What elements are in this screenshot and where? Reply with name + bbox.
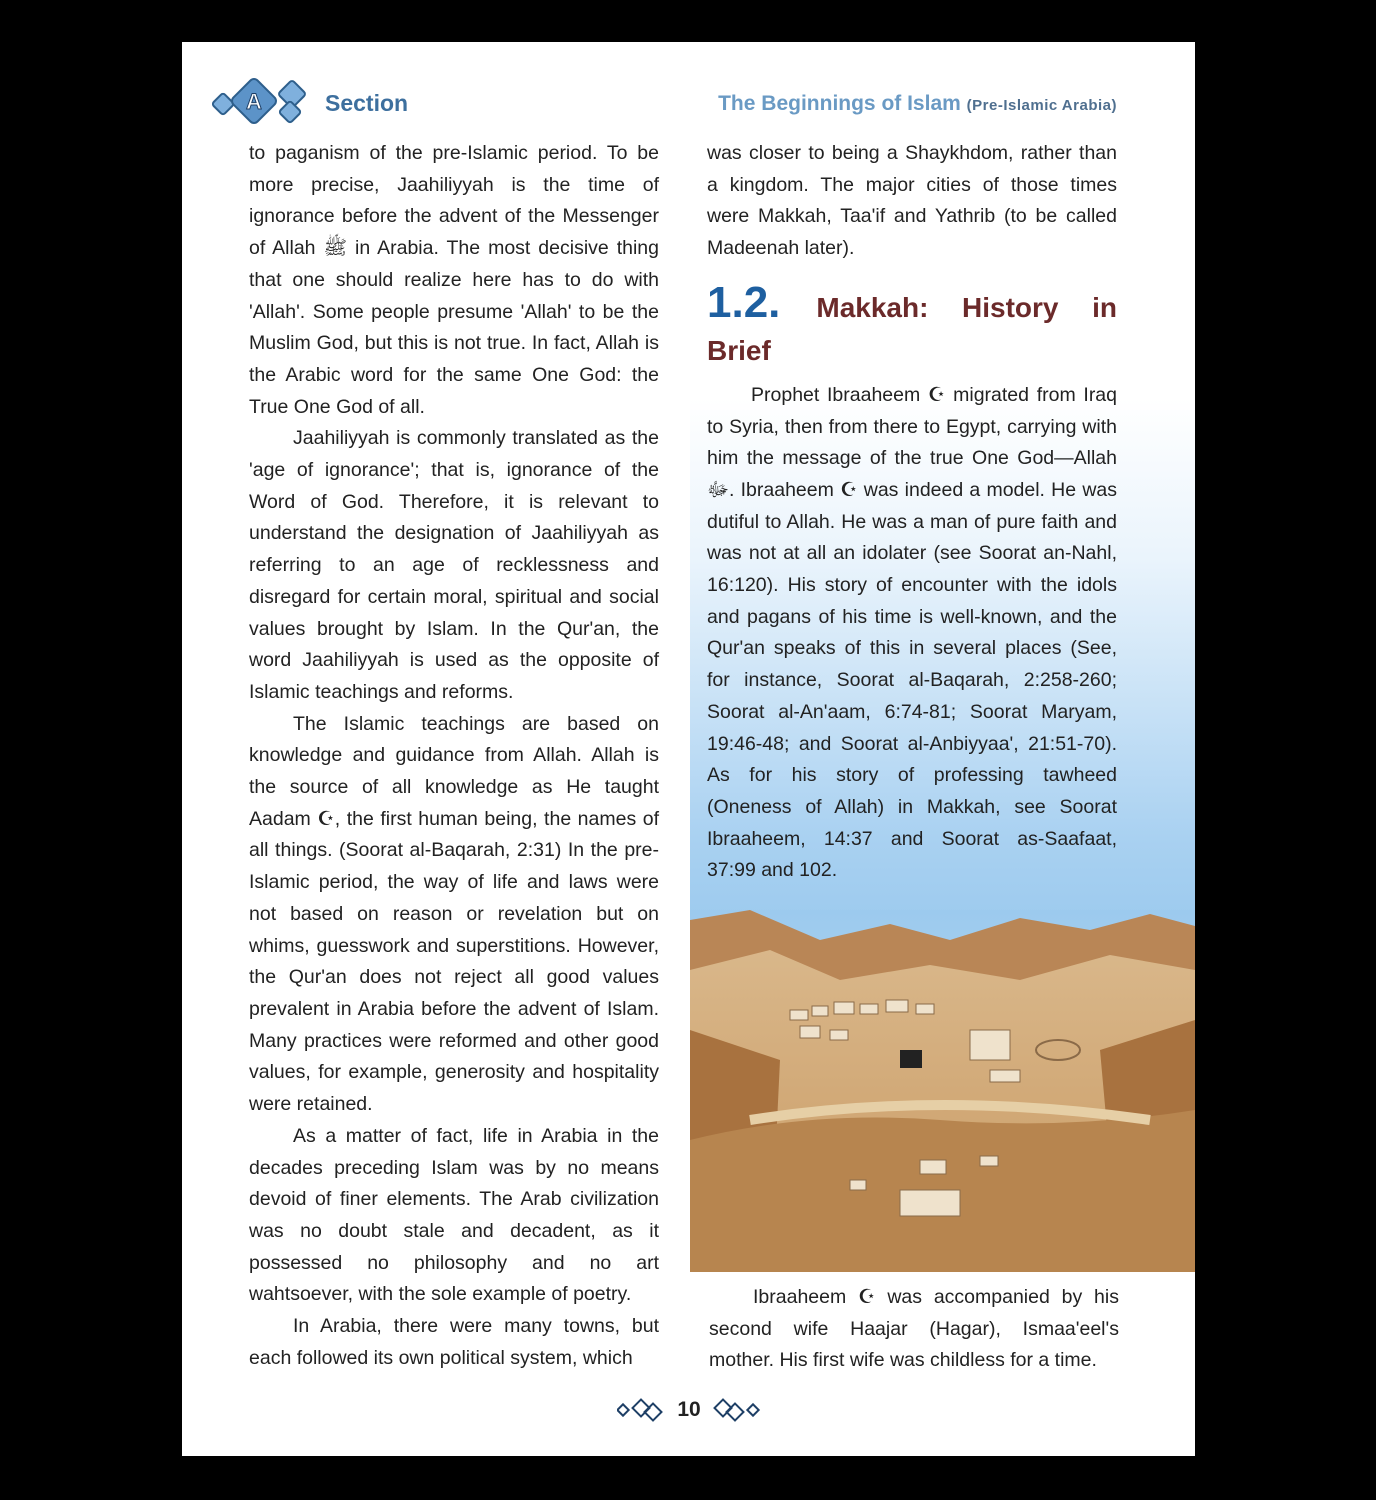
section-label: Section [325, 90, 409, 116]
ornament-right-icon [709, 1398, 761, 1422]
paragraph: Ibraaheem ☪ was accompanied by his second wife Haajar (Hagar), Ismaa'eel's mother. His first wife was childless for a time. [709, 1286, 1119, 1372]
paragraph: In Arabia, there were many towns, but each followed its own political system, which [249, 1315, 659, 1369]
section-letter: A [246, 89, 262, 114]
right-column [707, 138, 1117, 887]
book-page [182, 42, 1195, 1456]
section-heading [707, 277, 1117, 374]
section-heading-number: 1.2. [707, 277, 781, 327]
paragraph: to paganism of the pre-Islamic period. To be more precise, Jaahiliyyah is the time of ignorance before the advent of the Messenger of Allah ﷺ in Arabia. The most decisive thing that one should realize here has to do with 'Allah'. Some people presume 'Allah' to be the Muslim God, but this is not true. In fact, Allah is the Arabic word for the same One God: the True One God of all. [249, 142, 659, 418]
paragraph: Prophet Ibraaheem ☪ migrated from Iraq to Syria, then from there to Egypt, carrying with him the message of the true One God—Allah ﷻ. Ibraaheem ☪ was indeed a model. He was dutiful to Allah. He was a man of pure faith and was not at all an idolater (see Soorat an-Nahl, 16:120). His story of encounter with the idols and pagans of his time is well-known, and the Qur'an speaks of this in several places (See, for instance, Soorat al-Baqarah, 2:258-260; Soorat al-An'aam, 6:74-81; Soorat Maryam, 19:46-48; and Soorat al-Anbiyyaa', 21:51-70). As for his story of professing tawheed (Oneness of Allah) in Makkah, see Soorat Ibraaheem, 14:37 and Soorat as-Saafaat, 37:99 and 102. [707, 383, 1117, 882]
bottom-right-column [709, 1282, 1119, 1377]
chapter-title-main: The Beginnings of Islam [718, 92, 961, 115]
paragraph: Jaahiliyyah is commonly translated as the 'age of ignorance'; that is, ignorance of the Word of God. Therefore, it is relevant to understand the designation of Jaahiliyyah as referring to an age of recklessness and disregard for certain moral, spiritual and social values brought by Islam. In the Qur'an, the word Jaahiliyyah is used as the opposite of Islamic teachings and reforms. [249, 427, 659, 703]
page-number-text: 10 [677, 1398, 701, 1421]
chapter-subtitle: (Pre-Islamic Arabia) [966, 97, 1117, 114]
left-column [249, 138, 659, 1374]
page-number [609, 1392, 769, 1428]
paragraph: The Islamic teachings are based on knowledge and guidance from Allah. Allah is the source of all knowledge as He taught Aadam ☪, the first human being, the names of all things. (Soorat al-Baqarah, 2:31) In the pre-Islamic period, the way of life and laws were not based on reason or revelation but on whims, guesswork and superstitions. However, the Qur'an does not reject all good values prevalent in Arabia before the advent of Islam. Many practices were reformed and other good values, for example, generosity and hospitality were retained. [249, 712, 659, 1116]
section-logo-icon [212, 76, 312, 126]
ornament-left-icon [617, 1398, 669, 1422]
makkah-valley-illustration [690, 910, 1195, 1272]
chapter-title [718, 92, 1117, 116]
paragraph: As a matter of fact, life in Arabia in the decades preceding Islam was by no means devoid of finer elements. The Arab civilization was no doubt stale and decadent, as it possessed no philosophy and no art wahtsoever, with the sole example of poetry. [249, 1124, 659, 1306]
paragraph: was closer to being a Shaykhdom, rather than a kingdom. The major cities of those times were Makkah, Taa'if and Yathrib (to be called Madeenah later). [707, 142, 1117, 260]
section-heading-text: Makkah: History in Brief [707, 291, 1117, 366]
